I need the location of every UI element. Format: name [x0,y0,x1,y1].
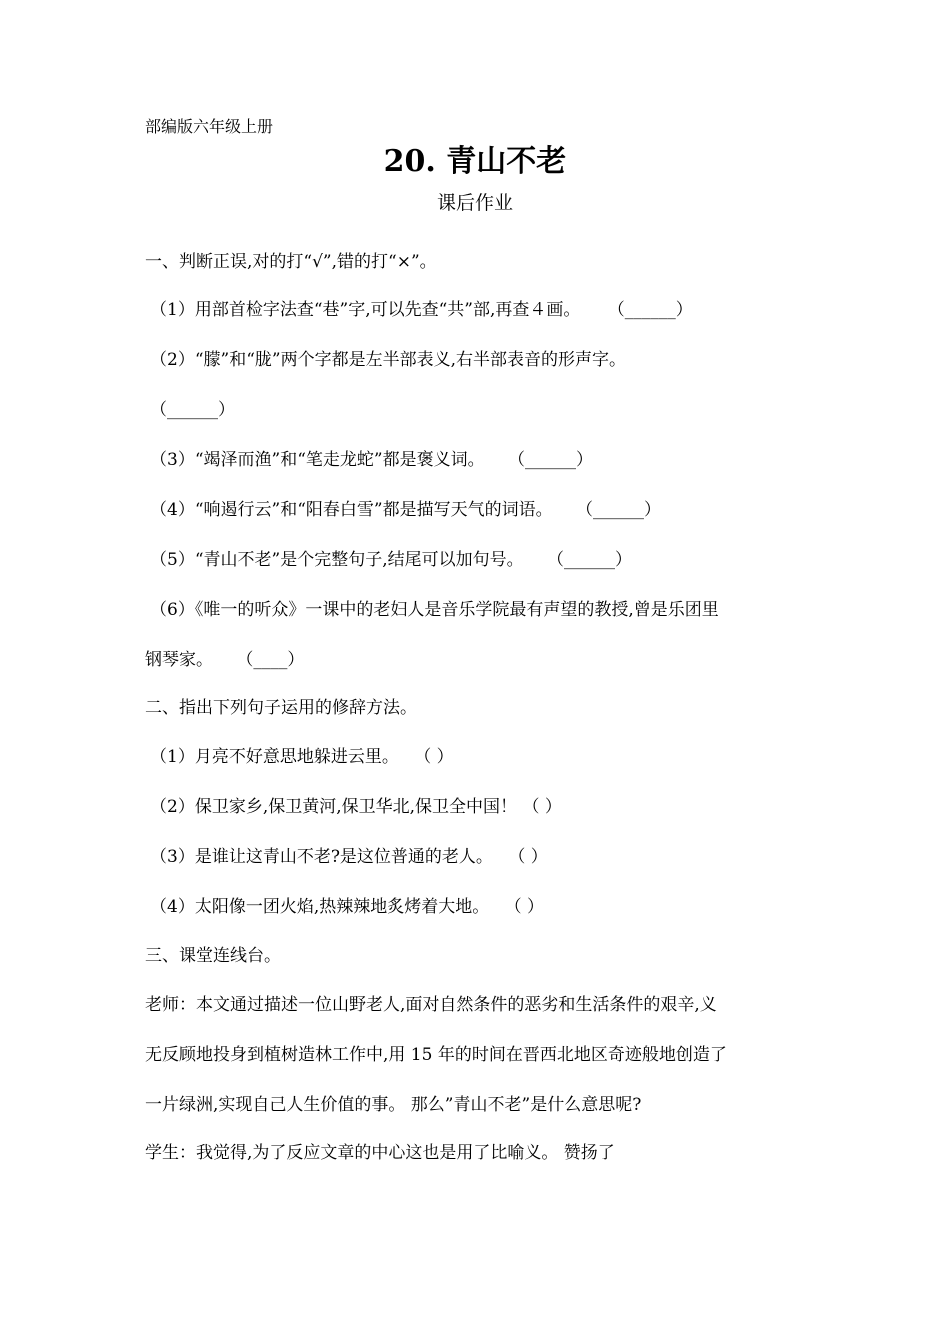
question-item [150,795,562,819]
question-item [150,298,693,322]
question-text-continued: 钢琴家。 [145,650,213,670]
question-text: （4）太阳像一团火焰,热辣辣地炙烤着大地。 [150,897,490,917]
answer-blank[interactable]: （______） [508,450,593,470]
grade-header: 部编版六年级上册 [145,117,274,136]
question-text: （4）“响遏行云”和“阳春白雪”都是描写天气的词语。 [150,500,553,520]
question-text: （1）用部首检字法查“巷”字,可以先查“共”部,再查４画。 [150,300,581,320]
question-text: （1）月亮不好意思地躲进云里。 [150,747,399,767]
page-subtitle: 课后作业 [436,192,513,214]
question-item [150,448,593,472]
answer-blank[interactable]: （ ） [414,747,454,767]
question-text: （3）“竭泽而渔”和“笔走龙蛇”都是褒义词。 [150,450,485,470]
answer-blank[interactable]: （ ） [522,797,562,817]
student-line: 学生：我觉得,为了反应文章的中心这也是用了比喻义。 赞扬了 [145,1143,615,1163]
answer-blank[interactable]: （______） [576,500,661,520]
answer-blank[interactable]: （______） [607,300,693,320]
answer-blank[interactable]: （______） [547,550,633,570]
question-text: （6）《唯一的听众》一课中的老妇人是音乐学院最有声望的教授,曾是乐团里 [150,600,719,620]
teacher-line: 无反顾地投身到植树造林工作中,用 15 年的时间在晋西北地区奇迹般地创造了 [145,1045,727,1065]
question-item-continued [145,648,304,672]
question-item [150,895,544,919]
section1-heading: 一、判断正误,对的打“√”,错的打“×”。 [145,252,437,272]
teacher-line: 老师：本文通过描述一位山野老人,面对自然条件的恶劣和生活条件的艰辛,义 [145,995,717,1015]
question-item [150,498,661,522]
question-text: （3）是谁让这青山不老?是这位普通的老人。 [150,847,493,867]
answer-blank[interactable]: （______） [150,400,235,420]
question-item [150,745,454,769]
question-text: （2）“朦”和“胧”两个字都是左半部表义,右半部表音的形声字。 [150,350,626,370]
section2-heading: 二、指出下列句子运用的修辞方法。 [145,698,417,718]
question-text: （2）保卫家乡,保卫黄河,保卫华北,保卫全中国！ [150,797,518,817]
question-item [150,845,548,869]
question-item [150,348,626,372]
page-title: 20. 青山不老 [383,144,567,179]
answer-blank[interactable]: （ ） [508,847,548,867]
answer-blank[interactable]: （____） [236,650,305,670]
question-item [150,598,719,622]
question-item [150,548,632,572]
section3-heading: 三、课堂连线台。 [145,946,281,966]
teacher-line: 一片绿洲,实现自己人生价值的事。 那么”青山不老”是什么意思呢? [145,1095,642,1115]
question-text: （5）“青山不老”是个完整句子,结尾可以加句号。 [150,550,524,570]
answer-blank[interactable]: （ ） [504,897,545,917]
